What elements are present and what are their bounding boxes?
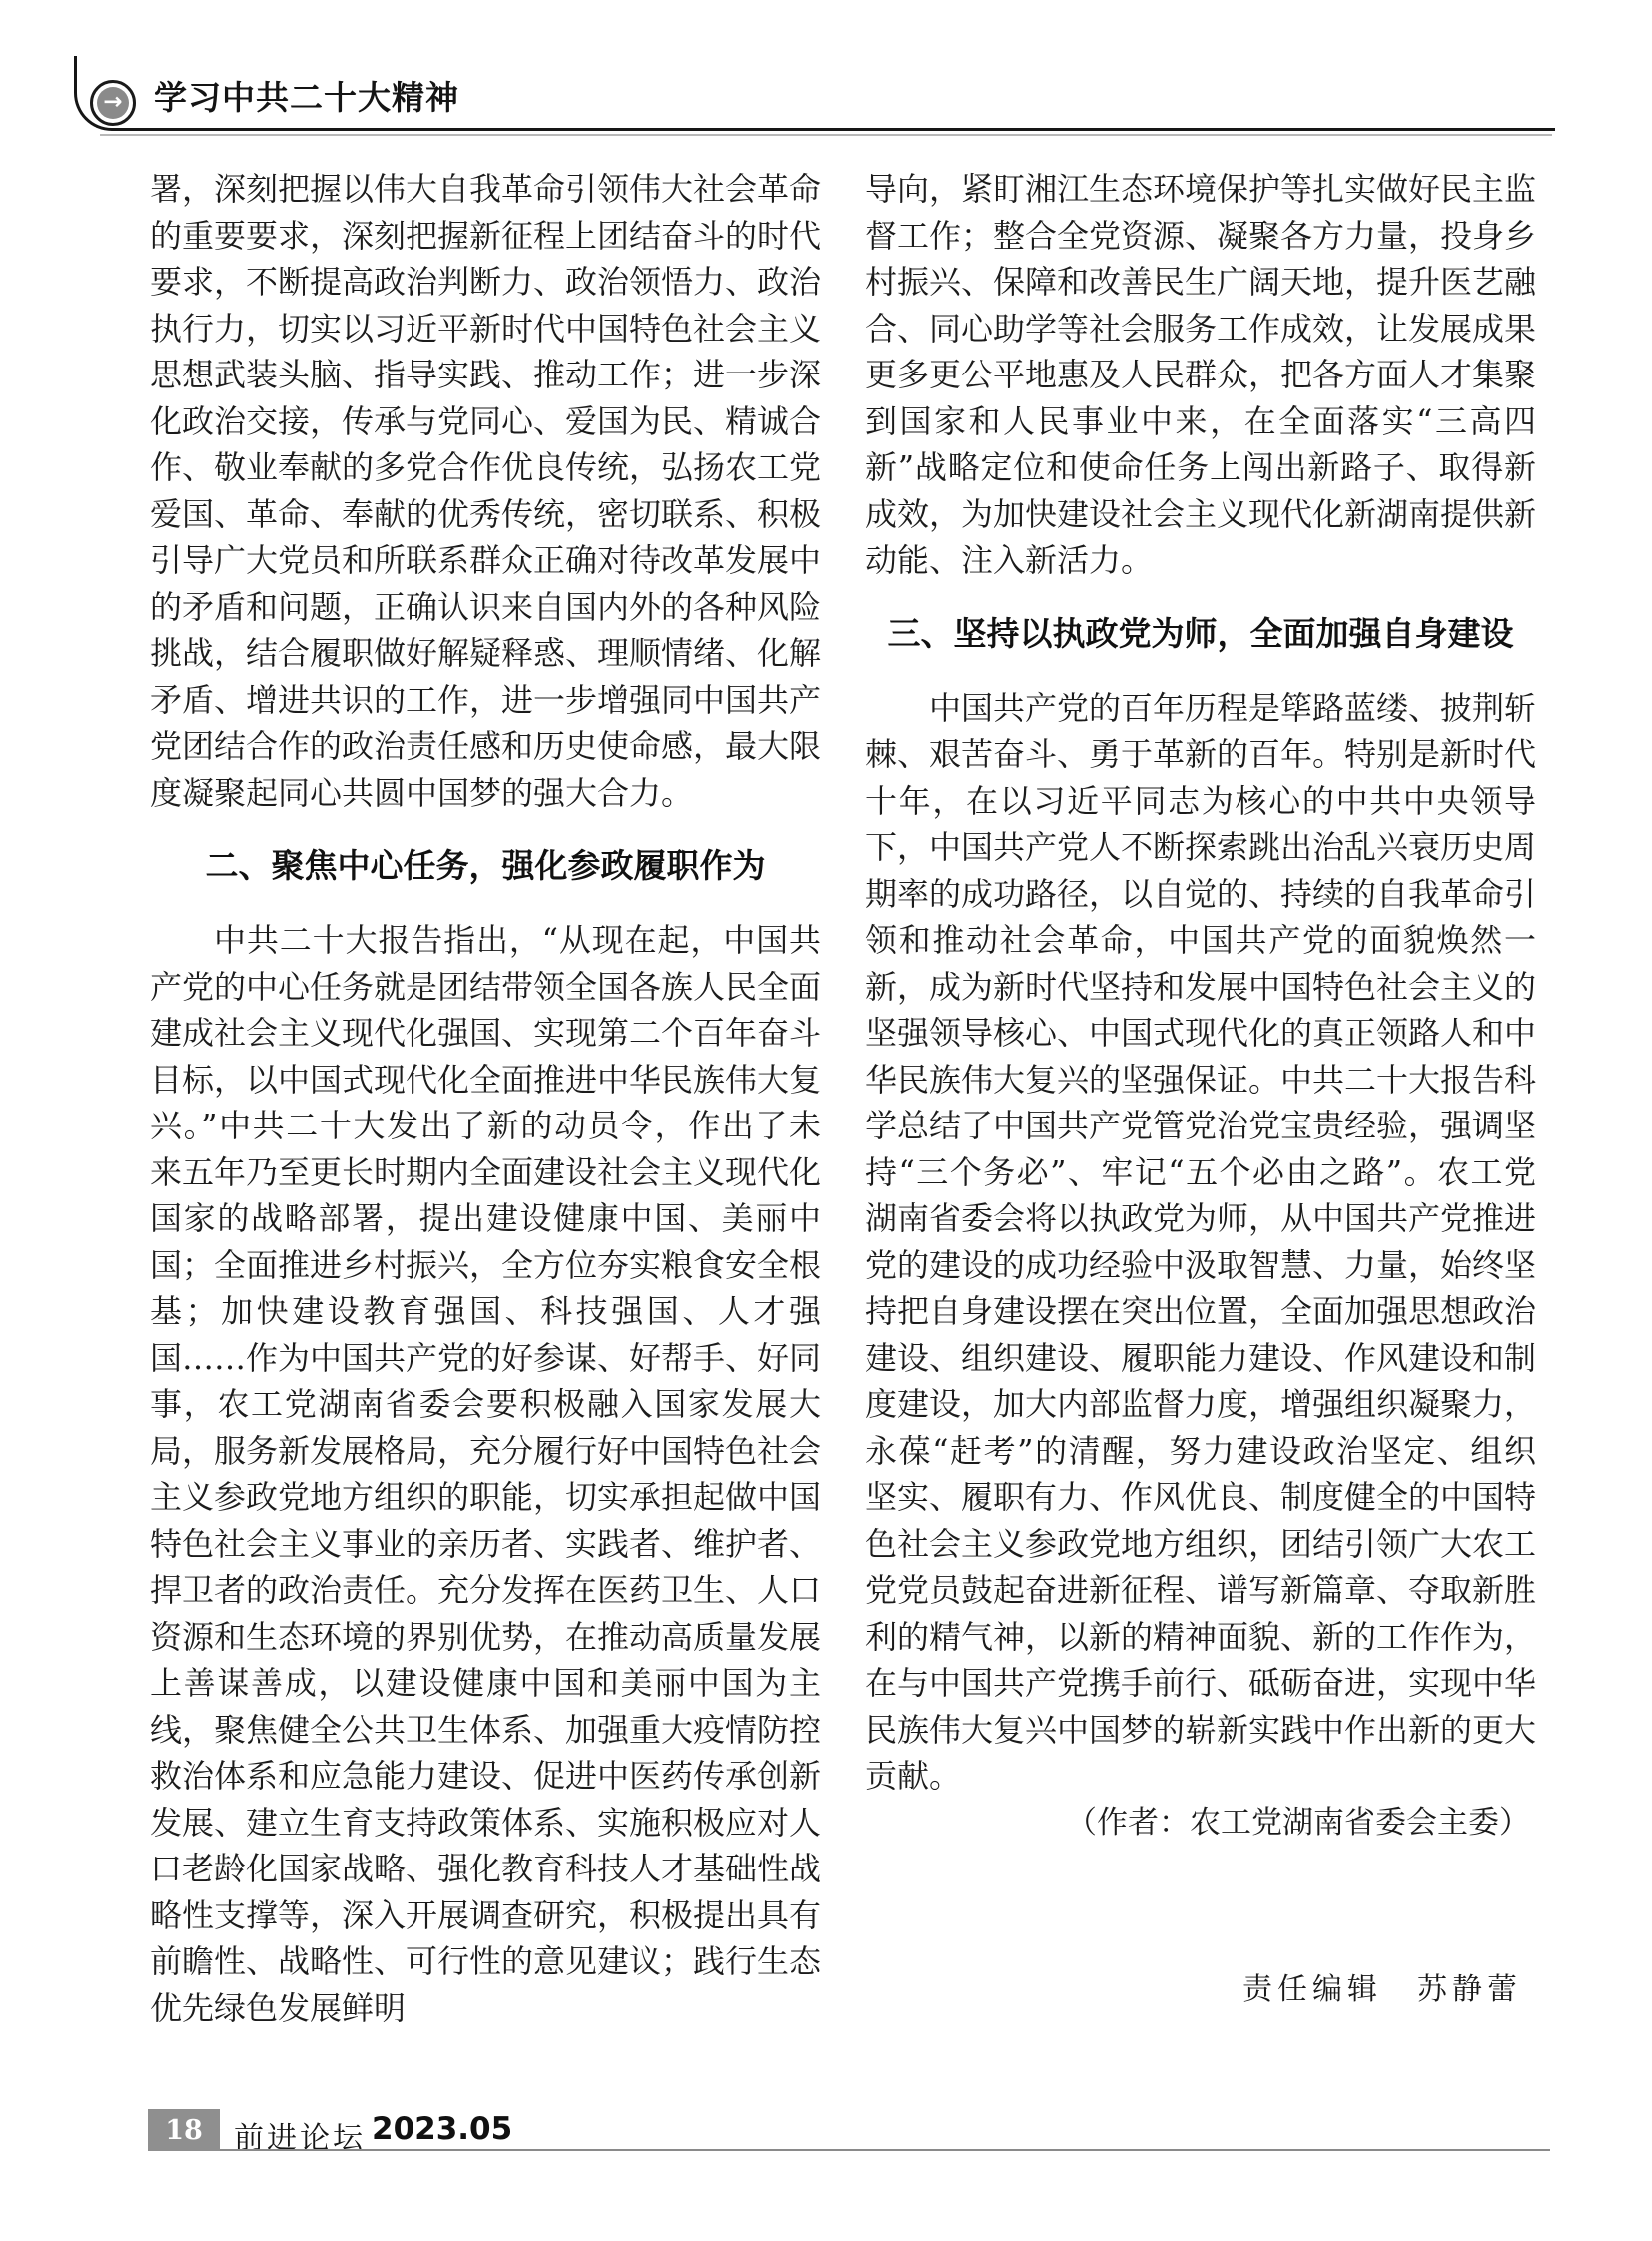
journal-name: 前进论坛 — [234, 2121, 366, 2156]
paragraph-section-3: 中国共产党的百年历程是筚路蓝缕、披荆斩棘、艰苦奋斗、勇于革新的百年。特别是新时代十年，在以习近平同志为核心的中共中央领导下，中国共产党人不断探索跳出治乱兴衰历史周期率的成功路径，以自觉的、持续的自我革命引领和推动社会革命，中国共产党的面貌焕然一新，成为新时代坚持和发展中国特色社会主义的坚强领导核心、中国式现代化的真正领路人和中华民族伟大复兴的坚强保证。中共二十大报告科学总结了中国共产党管党治党宝贵经验，强调坚持“三个务必”、牢记“五个必由之路”。农工党湖南省委会将以执政党为师，从中国共产党推进党的建设的成功经验中汲取智慧、力量，始终坚持把自身建设摆在突出位置，全面加强思想政治建设、组织建设、履职能力建设、作风建设和制度建设，加大内部监督力度，增强组织凝聚力，永葆“赶考”的清醒，努力建设政治坚定、组织坚实、履职有力、作风优良、制度健全的中国特色社会主义参政党地方组织，团结引领广大农工党党员鼓起奋进新征程、谱写新篇章、夺取新胜利的精气神，以新的精神面貌、新的工作作为，在与中国共产党携手前行、砥砺奋进，实现中华民族伟大复兴中国梦的崭新实践中作出新的更大贡献。 — [865, 688, 1537, 1795]
section-heading-3: 三、坚持以执政党为师，全面加强自身建设 — [887, 613, 1514, 653]
editor-note: 责任编辑 苏静蕾 — [1242, 1972, 1522, 2007]
forward-arrow-icon-disc — [97, 87, 129, 119]
page-number-badge — [148, 2109, 220, 2151]
page-number: 18 — [165, 2114, 203, 2146]
forward-arrow-icon — [90, 80, 136, 126]
issue-number: 2023.05 — [372, 2111, 513, 2147]
arrow-right-glyph: → — [103, 88, 123, 115]
paragraph-section-2: 中共二十大报告指出，“从现在起，中国共产党的中心任务就是团结带领全国各族人民全面建成社会主义现代化强国、实现第二个百年奋斗目标，以中国式现代化全面推进中华民族伟大复兴。”中共二十大发出了新的动员令，作出了未来五年乃至更长时期内全面建设社会主义现代化国家的战略部署，提出建设健康中国、美丽中国；全面推进乡村振兴，全方位夯实粮食安全根基；加快建设教育强国、科技强国、人才强国……作为中国共产党的好参谋、好帮手、好同事，农工党湖南省委会要积极融入国家发展大局，服务新发展格局，充分履行好中国特色社会主义参政党地方组织的职能，切实承担起做中国特色社会主义事业的亲历者、实践者、维护者、捍卫者的政治责任。充分发挥在医药卫生、人口资源和生态环境的界别优势，在推动高质量发展上善谋善成，以建设健康中国和美丽中国为主线，聚焦健全公共卫生体系、加强重大疫情防控救治体系和应急能力建设、促进中医药传承创新发展、建立生育支持政策体系、实施积极应对人口老龄化国家战略、强化教育科技人才基础性战略性支撑等，深入开展调查研究，积极提出具有前瞻性、战略性、可行性的意见建议；践行生态优先绿色发展鲜明 — [150, 921, 822, 2027]
column-title: 学习中共二十大精神 — [154, 78, 459, 117]
header-divider-shadow — [100, 134, 1552, 136]
footer-divider — [220, 2149, 1550, 2151]
left-text-column — [150, 166, 821, 2031]
paragraph-continued: 署，深刻把握以伟大自我革命引领伟大社会革命的重要要求，深刻把握新征程上团结奋斗的时代要求，不断提高政治判断力、政治领悟力、政治执行力，切实以习近平新时代中国特色社会主义思想武装头脑、指导实践、推动工作；进一步深化政治交接，传承与党同心、爱国为民、精诚合作、敬业奉献的多党合作优良传统，弘扬农工党爱国、革命、奉献的优秀传统，密切联系、积极引导广大党员和所联系群众正确对待改革发展中的矛盾和问题，正确认识来自国内外的各种风险挑战，结合履职做好解疑释惑、理顺情绪、化解矛盾、增进共识的工作，进一步增强同中国共产党团结合作的政治责任感和历史使命感，最大限度凝聚起同心共圆中国梦的强大合力。 — [150, 170, 822, 812]
paragraph-continued-right: 导向，紧盯湘江生态环境保护等扎实做好民主监督工作；整合全党资源、凝聚各方力量，投身乡村振兴、保障和改善民生广阔天地，提升医艺融合、同心助学等社会服务工作成效，让发展成果更多更公平地惠及人民群众，把各方面人才集聚到国家和人民事业中来，在全面落实“三高四新”战略定位和使命任务上闯出新路子、取得新成效，为加快建设社会主义现代化新湖南提供新动能、注入新活力。 — [865, 170, 1537, 579]
author-note: （作者：农工党湖南省委会主委） — [1066, 1804, 1530, 1841]
section-heading-2: 二、聚焦中心任务，强化参政履职作为 — [205, 846, 766, 885]
right-text-column — [865, 166, 1536, 2014]
